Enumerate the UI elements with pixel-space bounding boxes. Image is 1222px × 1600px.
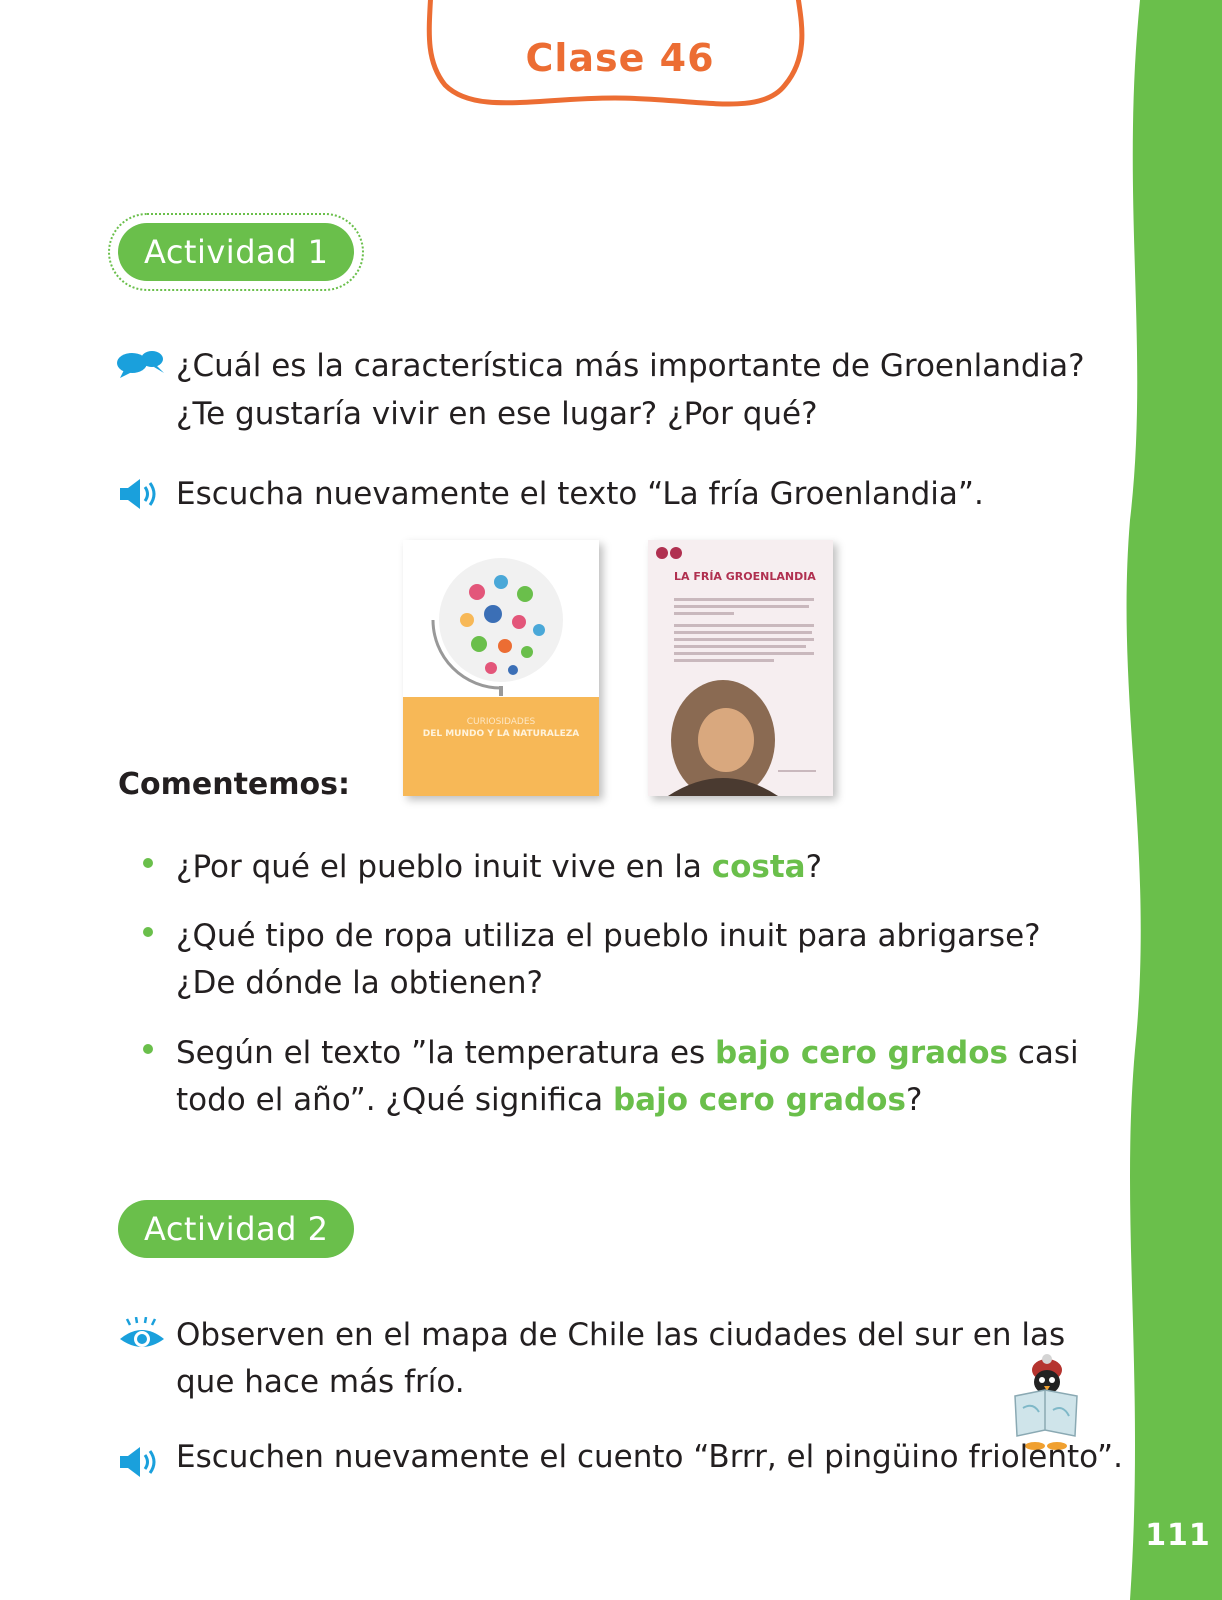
bullet-3-line2-end: ?	[905, 1082, 923, 1118]
book1-title-line1: CURIOSIDADES	[466, 717, 536, 727]
question-line-1: ¿Cuál es la característica más importante de Groenlandia?	[176, 348, 1085, 384]
bullet-3-highlight: bajo cero grados	[715, 1035, 1008, 1071]
bullet-dot	[143, 1044, 153, 1054]
book2-text-and-photo	[648, 590, 833, 796]
bullet-dot	[143, 927, 153, 937]
bullet-3-text: Según el texto ”la temperatura es	[176, 1035, 716, 1071]
speaker-icon[interactable]	[118, 477, 162, 511]
eye-icon	[118, 1317, 166, 1351]
audio-badge-icon	[656, 546, 686, 560]
globe-illustration	[403, 540, 599, 700]
activity2-label: Actividad 2	[118, 1200, 354, 1258]
bullet-2-line-2: ¿De dónde la obtienen?	[176, 965, 543, 1001]
side-strip	[1110, 0, 1222, 1600]
bullet-1-text: ¿Por qué el pueblo inuit vive en la	[176, 849, 712, 885]
activity1-badge	[108, 213, 364, 291]
activity2-badge	[118, 1200, 354, 1258]
comentemos-label: Comentemos:	[118, 767, 351, 802]
bullet-dot	[143, 858, 153, 868]
bullet-3-line2-text: todo el año”. ¿Qué significa	[176, 1082, 613, 1118]
question-line-2: ¿Te gustaría vivir en ese lugar? ¿Por qué?	[176, 396, 818, 432]
bullet-3-line-1	[176, 1030, 1079, 1076]
bullet-1-end: ?	[805, 849, 823, 885]
clase-title: Clase 46	[525, 36, 715, 80]
speech-bubbles-icon	[116, 349, 166, 379]
activity1-label: Actividad 1	[118, 223, 354, 281]
listen-line-1: Escucha nuevamente el texto “La fría Groenlandia”.	[176, 476, 984, 512]
book-page-groenlandia	[648, 540, 833, 796]
book1-title-line2: DEL MUNDO Y LA NATURALEZA	[422, 729, 580, 739]
bullet-3-end: casi	[1008, 1035, 1079, 1071]
bullet-3-line-2	[176, 1077, 922, 1123]
listen-line-2: Escuchen nuevamente el cuento “Brrr, el pingüino friolento”.	[176, 1439, 1123, 1475]
observe-line-2: que hace más frío.	[176, 1364, 465, 1400]
speaker-icon[interactable]	[118, 1445, 162, 1479]
book2-title: LA FRÍA GROENLANDIA	[674, 570, 816, 583]
bullet-2-line-1: ¿Qué tipo de ropa utiliza el pueblo inuit para abrigarse?	[176, 918, 1041, 954]
bullet-1	[176, 844, 822, 890]
book1-cover-band	[403, 697, 599, 796]
page-number: 111	[1145, 1518, 1211, 1553]
bullet-3-line2-highlight: bajo cero grados	[612, 1082, 906, 1118]
bullet-1-highlight: costa	[711, 849, 806, 885]
book-cover-curiosidades	[403, 540, 599, 796]
observe-line-1: Observen en el mapa de Chile las ciudades del sur en las	[176, 1317, 1066, 1353]
